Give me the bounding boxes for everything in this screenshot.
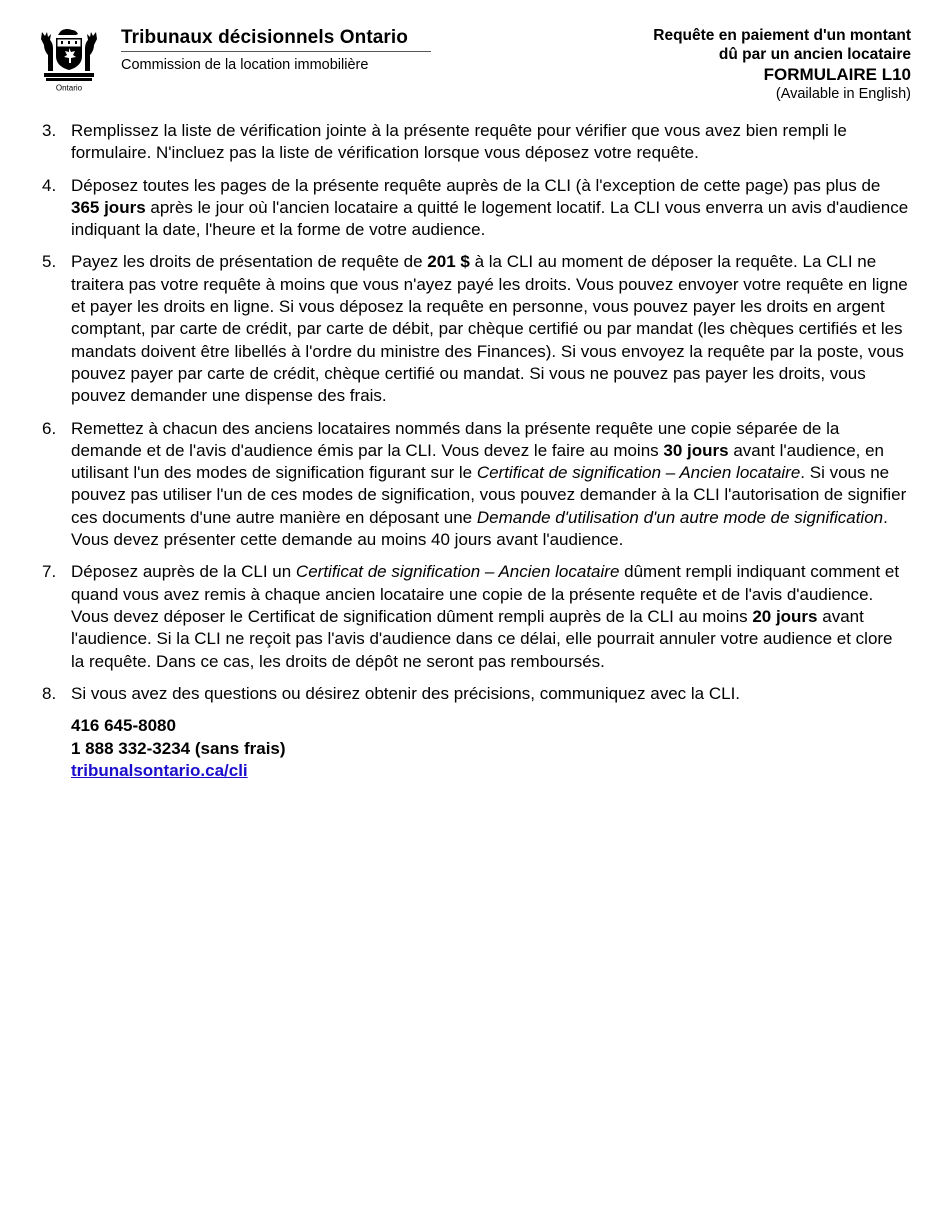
bold-run: 201 $ (427, 252, 470, 272)
text-run: Déposez auprès de la CLI un (71, 562, 296, 582)
text-run: à la CLI au moment de déposer la requête. La CLI ne traitera pas votre requête à moins que vous n'ayez payé les droits. Vous pouvez envoyer votre requête en ligne et payer les droits en ligne. Si vous déposez la requête en personne, vous pouvez payer les droits en argent comptant, par carte de crédit, par carte de débit, par chèque certifié ou par mandat (les chèques certifiés et les mandats doivent être libellés à l'ordre du ministre des Finances). Si vous envoyez la requête par la poste, vous pouvez payer par carte de crédit, chèque certifié ou mandat. Si vous ne pouvez pas payer les droits, vous pouvez demander une dispense des frais. (71, 252, 908, 406)
form-code: FORMULAIRE L10 (763, 65, 911, 84)
phone-local: 416 645-8080 (71, 716, 176, 736)
ontario-coat-of-arms-logo (36, 26, 102, 92)
text-run: Si vous avez des questions ou désirez obtenir des précisions, communiquez avec la CLI. (71, 683, 741, 703)
organization-name: Tribunaux décisionnels Ontario (121, 27, 408, 48)
item-number: 8. (42, 683, 57, 703)
item-number: 3. (42, 121, 57, 140)
form-title-line2: dû par un ancien locataire (718, 46, 911, 63)
phone-tollfree: 1 888 332-3234 (sans frais) (71, 738, 286, 758)
italic-run: Demande d'utilisation d'un autre mode de signification (476, 507, 884, 527)
text-run: avant l'audience. Si la CLI ne reçoit pas l'avis d'audience dans ce délai, elle pourrait annuler votre audience et clore la requête. Dans ce cas, les droits de dépôt ne seront pas remboursés. (71, 606, 893, 671)
header-divider (121, 51, 431, 52)
contact-block (71, 715, 910, 783)
list-item (42, 120, 910, 165)
list-item (42, 418, 910, 552)
form-heading (653, 26, 911, 103)
website-link[interactable]: tribunalsontario.ca/cli (71, 761, 248, 781)
item-number: 6. (42, 418, 57, 438)
item-text (71, 418, 910, 552)
item-text (71, 120, 910, 165)
text-run: après le jour où l'ancien locataire a quitté le logement locatif. La CLI vous enverra un avis d'audience indiquant la date, l'heure et la forme de votre audience. (71, 197, 909, 240)
item-text (71, 561, 910, 672)
item-number: 5. (42, 252, 57, 272)
text-run: Déposez toutes les pages de la présente requête auprès de la CLI (à l'exception de cette page) pas plus de (71, 175, 881, 195)
bold-run: 20 jours (752, 606, 818, 626)
text-run: avant l'audience, en utilisant l'un des modes de signification figurant sur le (71, 440, 885, 483)
logo-caption: Ontario (55, 83, 83, 92)
organization-subtitle: Commission de la location immobilière (121, 57, 369, 73)
text-run: Payez les droits de présentation de requête de (71, 252, 428, 272)
item-text (71, 175, 910, 242)
instructions-list (42, 120, 910, 783)
available-in-english: (Available in English) (775, 86, 911, 102)
text-run: . Si vous ne pouvez pas utiliser l'un de ces modes de signification, vous pouvez demander à la CLI l'autorisation de signifier ces documents d'une autre manière en déposant une (71, 463, 907, 527)
page-header (0, 0, 950, 110)
bold-run: 30 jours (663, 440, 729, 460)
list-item (42, 561, 910, 672)
list-item (42, 683, 910, 705)
bold-run: 365 jours (71, 197, 146, 217)
item-text (71, 683, 910, 705)
text-run: . Vous devez présenter cette demande au moins 40 jours avant l'audience. (71, 507, 888, 550)
italic-run: Certificat de signification – Ancien locataire (476, 463, 801, 483)
list-item (42, 175, 910, 242)
item-number: 7. (42, 562, 57, 582)
item-number: 4. (42, 175, 57, 195)
text-run: Remettez à chacun des anciens locataires nommés dans la présente requête une copie séparée de la demande et de l'avis d'audience émis par la CLI. Vous devez le faire au moins (71, 418, 840, 460)
text-run: Remplissez la liste de vérification jointe à la présente requête pour vérifier que vous avez bien rempli le formulaire. N'incluez pas la liste de vérification lorsque vous déposez votre requête. (71, 121, 847, 163)
italic-run: Certificat de signification – Ancien locataire (295, 562, 620, 582)
text-run: dûment rempli indiquant comment et quand vous avez remis à chaque ancien locataire une copie de la présente requête et de l'avis d'audience. Vous devez déposer le Certificat de signification dûment rempli auprès de la CLI au moins (71, 562, 900, 626)
item-text (71, 251, 910, 407)
list-item (42, 251, 910, 407)
form-title-line1: Requête en paiement d'un montant (653, 27, 911, 44)
